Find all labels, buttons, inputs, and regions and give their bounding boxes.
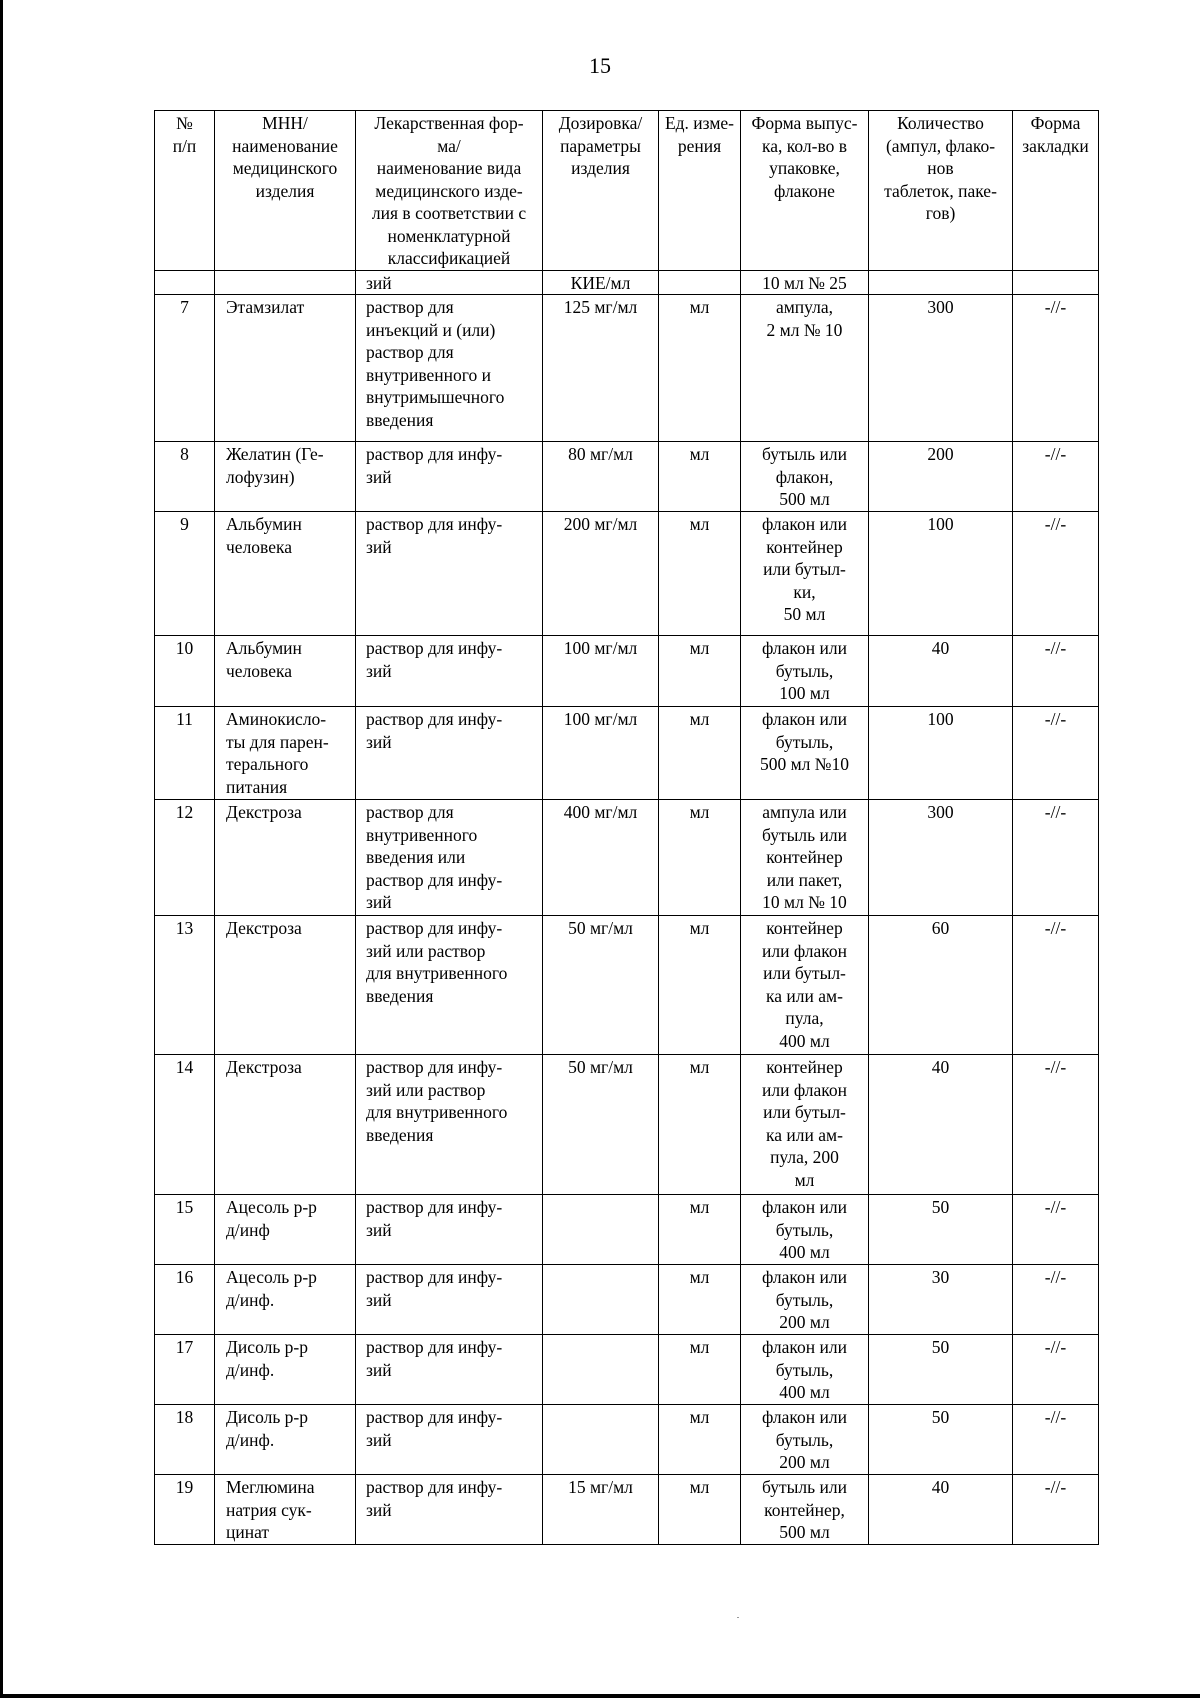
cell-bookmark: -//- xyxy=(1013,1335,1099,1405)
cell-dosage: 200 мг/мл xyxy=(543,512,659,636)
cell-dosage: 100 мг/мл xyxy=(543,707,659,800)
cell-dosage xyxy=(543,1265,659,1335)
cell-release: контейнер или флакон или бутыл- ка или ам- пула, 400 мл xyxy=(741,916,869,1055)
cell-name: Декстроза xyxy=(215,1055,356,1195)
cell-unit: мл xyxy=(659,1195,741,1265)
cell-quantity: 60 xyxy=(869,916,1013,1055)
cell-form: раствор для инфу- зий xyxy=(356,1265,543,1335)
cell-quantity: 300 xyxy=(869,295,1013,442)
cell-quantity: 300 xyxy=(869,800,1013,916)
cell-dosage: 50 мг/мл xyxy=(543,1055,659,1195)
scan-edge-bottom xyxy=(0,1694,1200,1698)
cell-form: раствор для внутривенного введения или раствор для инфу- зий xyxy=(356,800,543,916)
cell-unit: мл xyxy=(659,800,741,916)
scan-speck xyxy=(737,1617,739,1618)
cell-release: ампула, 2 мл № 10 xyxy=(741,295,869,442)
cell-release: 10 мл № 25 xyxy=(741,270,869,295)
cell-bookmark: -//- xyxy=(1013,916,1099,1055)
cell-form: раствор для инфу- зий xyxy=(356,442,543,512)
cell-release: флакон или бутыль, 400 мл xyxy=(741,1195,869,1265)
header-quantity: Количество (ампул, флако- нов таблеток, паке- гов) xyxy=(869,111,1013,271)
cell-quantity xyxy=(869,270,1013,295)
cell-dosage: 50 мг/мл xyxy=(543,916,659,1055)
table-body xyxy=(155,270,1099,1545)
table-row xyxy=(155,1475,1099,1545)
cell-dosage xyxy=(543,1195,659,1265)
cell-quantity: 40 xyxy=(869,636,1013,707)
cell-bookmark: -//- xyxy=(1013,1195,1099,1265)
cell-unit: мл xyxy=(659,1405,741,1475)
cell-num: 11 xyxy=(155,707,215,800)
cell-name: Дисоль р-р д/инф. xyxy=(215,1335,356,1405)
cell-num: 10 xyxy=(155,636,215,707)
cell-unit: мл xyxy=(659,1475,741,1545)
cell-unit: мл xyxy=(659,1265,741,1335)
cell-unit: мл xyxy=(659,442,741,512)
cell-dosage: 125 мг/мл xyxy=(543,295,659,442)
table-row xyxy=(155,442,1099,512)
cell-form: раствор для инфу- зий или раствор для внутривенного введения xyxy=(356,1055,543,1195)
table-row xyxy=(155,1265,1099,1335)
scan-edge-left xyxy=(0,0,3,1698)
cell-unit: мл xyxy=(659,1335,741,1405)
cell-bookmark xyxy=(1013,270,1099,295)
cell-name: Ацесоль р-р д/инф. xyxy=(215,1265,356,1335)
cell-quantity: 30 xyxy=(869,1265,1013,1335)
cell-quantity: 100 xyxy=(869,512,1013,636)
table-row xyxy=(155,916,1099,1055)
table-row xyxy=(155,1195,1099,1265)
cell-unit xyxy=(659,270,741,295)
cell-num xyxy=(155,270,215,295)
cell-release: флакон или бутыль, 200 мл xyxy=(741,1405,869,1475)
cell-dosage xyxy=(543,1405,659,1475)
table-row xyxy=(155,1055,1099,1195)
cell-unit: мл xyxy=(659,1055,741,1195)
table-row xyxy=(155,707,1099,800)
header-num: № п/п xyxy=(155,111,215,271)
cell-name: Альбумин человека xyxy=(215,512,356,636)
medication-table xyxy=(154,110,1099,1545)
cell-form: раствор для инфу- зий или раствор для внутривенного введения xyxy=(356,916,543,1055)
cell-name: Декстроза xyxy=(215,916,356,1055)
cell-num: 9 xyxy=(155,512,215,636)
cell-bookmark: -//- xyxy=(1013,512,1099,636)
cell-bookmark: -//- xyxy=(1013,1265,1099,1335)
cell-bookmark: -//- xyxy=(1013,1405,1099,1475)
cell-form: раствор для инфу- зий xyxy=(356,512,543,636)
cell-bookmark: -//- xyxy=(1013,707,1099,800)
cell-release: флакон или бутыль, 500 мл №10 xyxy=(741,707,869,800)
cell-num: 18 xyxy=(155,1405,215,1475)
cell-quantity: 50 xyxy=(869,1195,1013,1265)
cell-dosage: КИЕ/мл xyxy=(543,270,659,295)
cell-unit: мл xyxy=(659,295,741,442)
cell-unit: мл xyxy=(659,916,741,1055)
continuation-row xyxy=(155,270,1099,295)
cell-release: контейнер или флакон или бутыл- ка или ам- пула, 200 мл xyxy=(741,1055,869,1195)
cell-quantity: 40 xyxy=(869,1055,1013,1195)
cell-release: флакон или бутыль, 200 мл xyxy=(741,1265,869,1335)
header-row xyxy=(155,111,1099,271)
cell-form: раствор для инфу- зий xyxy=(356,707,543,800)
cell-name: Альбумин человека xyxy=(215,636,356,707)
cell-num: 7 xyxy=(155,295,215,442)
cell-release: флакон или бутыль, 400 мл xyxy=(741,1335,869,1405)
cell-form: раствор для инфу- зий xyxy=(356,1405,543,1475)
cell-quantity: 40 xyxy=(869,1475,1013,1545)
cell-release: флакон или бутыль, 100 мл xyxy=(741,636,869,707)
cell-form: зий xyxy=(356,270,543,295)
cell-name: Меглюмина натрия сук- цинат xyxy=(215,1475,356,1545)
cell-dosage: 80 мг/мл xyxy=(543,442,659,512)
table-header xyxy=(155,111,1099,271)
cell-quantity: 200 xyxy=(869,442,1013,512)
cell-release: ампула или бутыль или контейнер или пакет, 10 мл № 10 xyxy=(741,800,869,916)
cell-form: раствор для инфу- зий xyxy=(356,1195,543,1265)
cell-name: Дисоль р-р д/инф. xyxy=(215,1405,356,1475)
cell-bookmark: -//- xyxy=(1013,1055,1099,1195)
header-name: МНН/ наименование медицинского изделия xyxy=(215,111,356,271)
cell-num: 13 xyxy=(155,916,215,1055)
cell-bookmark: -//- xyxy=(1013,636,1099,707)
cell-dosage xyxy=(543,1335,659,1405)
cell-bookmark: -//- xyxy=(1013,442,1099,512)
header-bookmark: Форма закладки xyxy=(1013,111,1099,271)
cell-bookmark: -//- xyxy=(1013,800,1099,916)
cell-form: раствор для инфу- зий xyxy=(356,636,543,707)
cell-release: бутыль или контейнер, 500 мл xyxy=(741,1475,869,1545)
header-release: Форма выпус- ка, кол-во в упаковке, флаконе xyxy=(741,111,869,271)
cell-name: Желатин (Ге- лофузин) xyxy=(215,442,356,512)
page-number: 15 xyxy=(589,53,611,78)
cell-name xyxy=(215,270,356,295)
table-row xyxy=(155,1405,1099,1475)
cell-quantity: 50 xyxy=(869,1335,1013,1405)
table-row xyxy=(155,512,1099,636)
cell-quantity: 50 xyxy=(869,1405,1013,1475)
cell-unit: мл xyxy=(659,707,741,800)
cell-num: 8 xyxy=(155,442,215,512)
cell-unit: мл xyxy=(659,636,741,707)
cell-num: 15 xyxy=(155,1195,215,1265)
cell-dosage: 100 мг/мл xyxy=(543,636,659,707)
cell-form: раствор для инъекций и (или) раствор для внутривенного и внутримышечного введения xyxy=(356,295,543,442)
cell-bookmark: -//- xyxy=(1013,1475,1099,1545)
cell-release: бутыль или флакон, 500 мл xyxy=(741,442,869,512)
cell-form: раствор для инфу- зий xyxy=(356,1475,543,1545)
cell-release: флакон или контейнер или бутыл- ки, 50 мл xyxy=(741,512,869,636)
cell-name: Ацесоль р-р д/инф xyxy=(215,1195,356,1265)
cell-num: 17 xyxy=(155,1335,215,1405)
table-row xyxy=(155,800,1099,916)
cell-form: раствор для инфу- зий xyxy=(356,1335,543,1405)
cell-quantity: 100 xyxy=(869,707,1013,800)
table-row xyxy=(155,1335,1099,1405)
header-unit: Ед. изме- рения xyxy=(659,111,741,271)
table-row xyxy=(155,295,1099,442)
cell-num: 14 xyxy=(155,1055,215,1195)
cell-num: 12 xyxy=(155,800,215,916)
cell-name: Этамзилат xyxy=(215,295,356,442)
table-row xyxy=(155,636,1099,707)
cell-name: Декстроза xyxy=(215,800,356,916)
cell-num: 16 xyxy=(155,1265,215,1335)
header-dosage: Дозировка/ параметры изделия xyxy=(543,111,659,271)
cell-dosage: 400 мг/мл xyxy=(543,800,659,916)
header-form: Лекарственная фор- ма/ наименование вида медицинского изде- лия в соответствии с номенклатурной классификацией xyxy=(356,111,543,271)
cell-name: Аминокисло- ты для парен- терального питания xyxy=(215,707,356,800)
cell-dosage: 15 мг/мл xyxy=(543,1475,659,1545)
cell-num: 19 xyxy=(155,1475,215,1545)
cell-bookmark: -//- xyxy=(1013,295,1099,442)
cell-unit: мл xyxy=(659,512,741,636)
